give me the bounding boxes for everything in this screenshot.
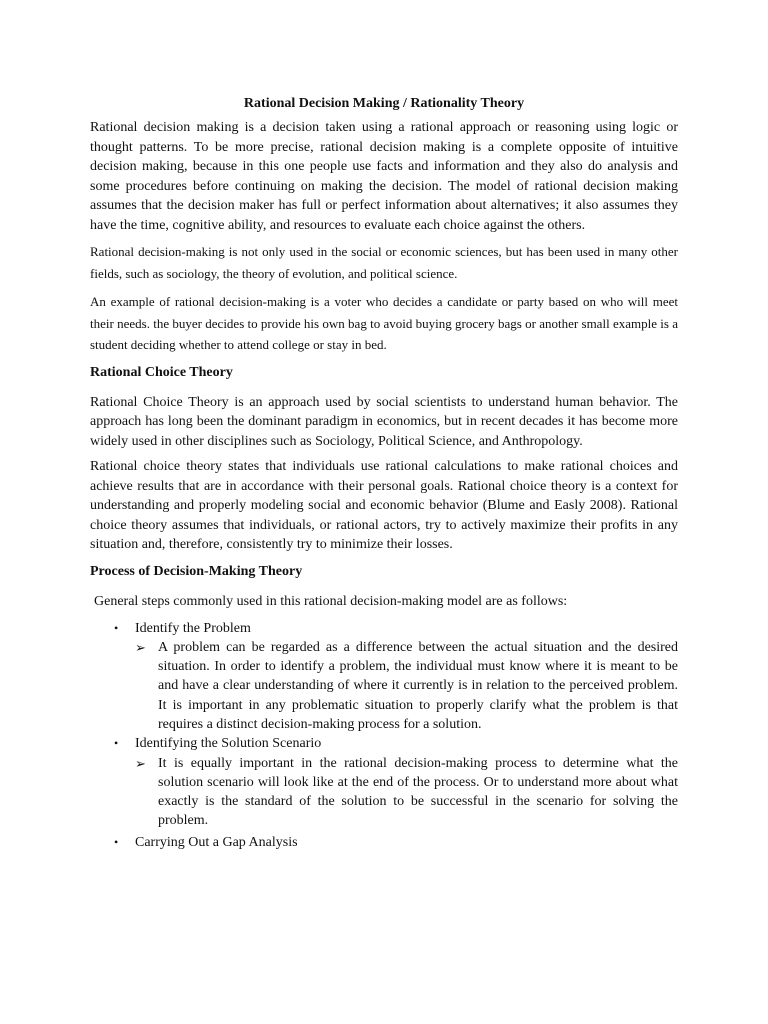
bullet-icon: •	[114, 736, 119, 751]
arrow-bullet-icon: ➢	[135, 755, 146, 771]
document-page	[90, 90, 678, 852]
step-detail: It is equally important in the rational decision-making process to determine what the solution scenario will look like at the end of the process. Or to understand more about what exactly is the standard of the solution to be successful in the scenario for solving the problem.	[158, 755, 678, 829]
list-item	[90, 734, 678, 753]
list-item-detail	[90, 754, 678, 831]
list-item-detail	[90, 638, 678, 734]
bullet-icon: •	[114, 834, 119, 849]
list-item	[90, 833, 678, 852]
process-intro: General steps commonly used in this rational decision-making model are as follows:	[94, 593, 568, 609]
heading-process: Process of Decision-Making Theory	[90, 563, 303, 579]
list-item	[90, 619, 678, 638]
steps-list	[90, 619, 678, 853]
bullet-icon: •	[114, 620, 119, 635]
heading-rational-choice: Rational Choice Theory	[90, 364, 233, 380]
paragraph-fields: Rational decision-making is not only used in the social or economic sciences, but has been used in many other fields, such as sociology, the theory of evolution, and political science.	[90, 244, 678, 281]
step-label: Identifying the Solution Scenario	[135, 736, 322, 752]
document-title: Rational Decision Making / Rationality Theory	[243, 96, 525, 111]
paragraph-definition: Rational decision making is a decision taken using a rational approach or reasoning using logic or thought patterns. To be more precise, rational decision making is a complete opposite of intuitive decision making, because in this one people use facts and information and they also do analysis and some procedures before continuing on making the decision. The model of rational decision making assumes that the decision maker has full or perfect information about alternatives; it also assumes they have the time, cognitive ability, and resources to evaluate each choice against the others.	[90, 120, 678, 233]
step-label: Carrying Out a Gap Analysis	[135, 834, 298, 850]
paragraph-example: An example of rational decision-making is a voter who decides a candidate or party based on who will meet their needs. the buyer decides to provide his own bag to avoid buying grocery bags or another small example is a student deciding whether to attend college or stay in bed.	[90, 294, 678, 352]
paragraph-rational-choice-1: Rational Choice Theory is an approach used by social scientists to understand human behavior. The approach has long been the dominant paradigm in economics, but in recent decades it has become more widely used in other disciplines such as Sociology, Political Science, and Anthropology.	[90, 394, 678, 449]
step-detail: A problem can be regarded as a difference between the actual situation and the desired situation. In order to identify a problem, the individual must know where it is meant to be and have a clear understanding of where it currently is in relation to the perceived problem. It is important in any problematic situation to properly clarify what the problem is that requires a distinct decision-making process for a solution.	[158, 639, 678, 732]
step-label: Identify the Problem	[135, 620, 251, 636]
paragraph-rational-choice-2: Rational choice theory states that individuals use rational calculations to make rational choices and achieve results that are in accordance with their personal goals. Rational choice theory is a context for understanding and properly modeling social and economic behavior (Blume and Easly 2008). Rational choice theory assumes that individuals, or rational actors, try to actively maximize their profits in any situation and, therefore, consistently try to minimize their losses.	[90, 459, 678, 552]
arrow-bullet-icon: ➢	[135, 639, 146, 655]
